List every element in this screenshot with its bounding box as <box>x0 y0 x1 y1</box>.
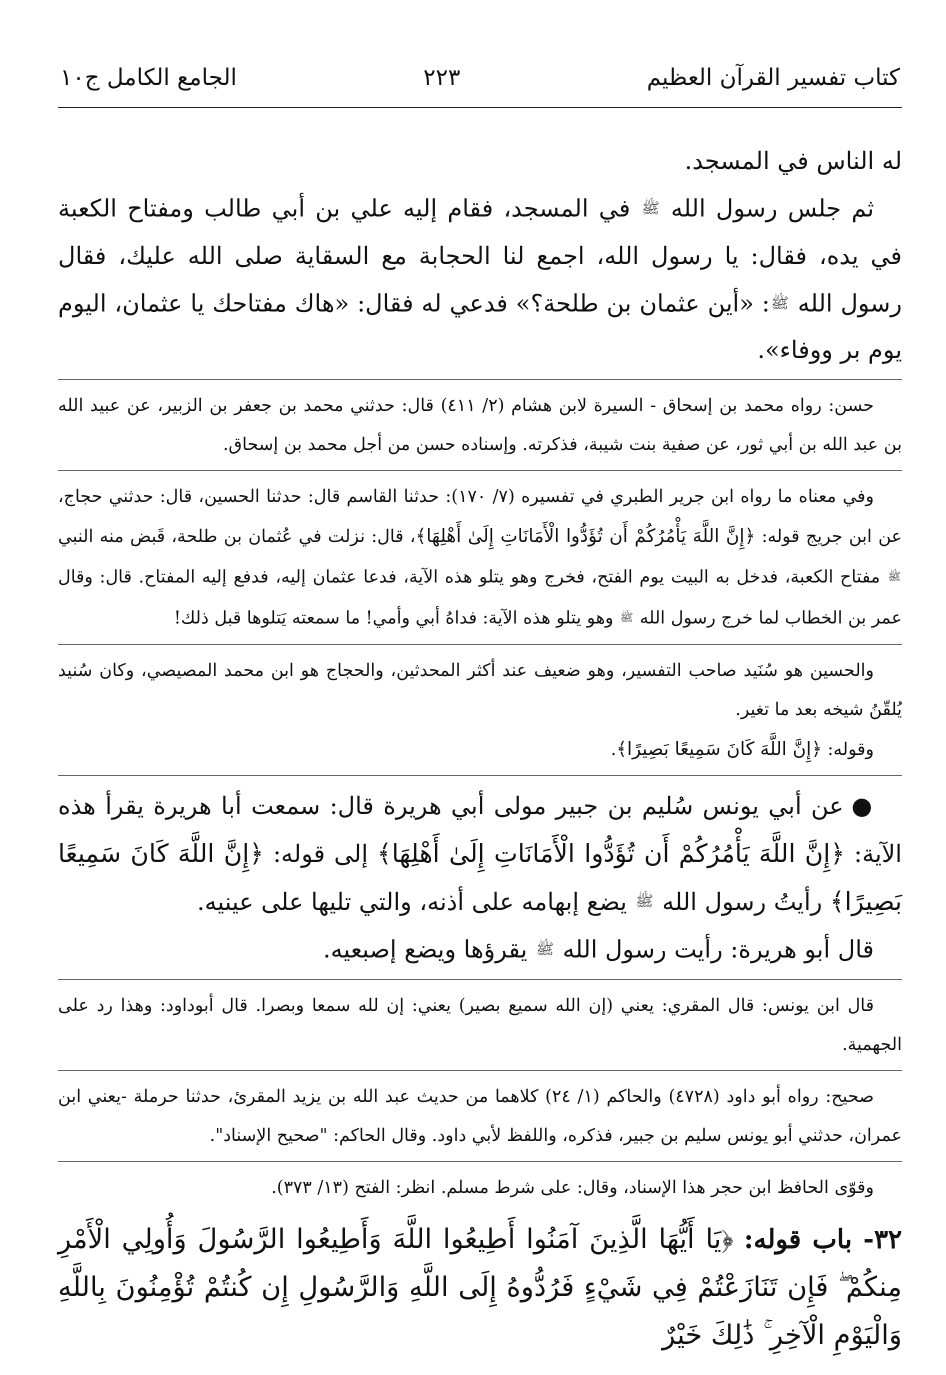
bullet-icon: ● <box>849 791 874 820</box>
takhrij-note-2 <box>58 1078 902 1156</box>
divider <box>58 470 902 471</box>
note-text: وقوله: <box>827 739 874 760</box>
note-text: وهو يتلو هذه الآية: فداهُ أبي وأمي! ما سمعته يَتلوها قبل ذلك! <box>173 608 614 629</box>
note-text: وقوّى الحافظ ابن حجر هذا الإسناد، وقال: على شرط مسلم. انظر: الفتح (١٣/ ٣٧٣). <box>271 1177 874 1198</box>
note-text: حسن: رواه محمد بن إسحاق - السيرة لابن هشام (٢/ ٤١١) قال: حدثني محمد بن جعفر بن الزبير، عن عبيد الله بن عبد الله بن أبي ثور، عن صفية بنت شيبة، فذكرته. وإسناده حسن من أجل محمد بن إسحاق. <box>58 396 902 456</box>
takhrij-note-1 <box>58 387 902 465</box>
note-text: ، قال: نزلت في عُثمان بن طلحة، قَبض منه النبي <box>58 527 416 548</box>
commentary-note <box>58 987 902 1065</box>
paragraph-text: عن أبي يونس سُليم بن جبير مولى أبي هريرة قال: سمعت أبا هريرة يقرأ هذه الآية: <box>58 791 902 868</box>
volume-label: الجامع الكامل ج١٠ <box>60 65 237 91</box>
running-header <box>60 58 900 98</box>
hadith-paragraph <box>58 783 902 926</box>
paragraph-text: في المسجد، فقام إليه علي بن أبي طالب ومفتاح الكعبة في يده، فقال: يا رسول الله، اجمع لنا الحجابة مع السقاية صلى الله عليك، فقال رسول الله <box>58 194 902 318</box>
quran-verse: ﴿إِنَّ اللَّهَ يَأْمُرُكُمْ أَن تُؤَدُّوا الْأَمَانَاتِ إِلَىٰ أَهْلِهَا﴾ <box>415 526 756 548</box>
divider <box>58 1070 902 1071</box>
main-paragraph-2 <box>58 185 902 374</box>
salawat-symbol: ﷺ <box>620 611 634 625</box>
salawat-symbol: ﷺ <box>641 199 660 217</box>
quran-verse: ﴿يَا أَيُّهَا الَّذِينَ آمَنُوا أَطِيعُوا اللَّهَ وَأَطِيعُوا الرَّسُولَ وَأُولِي الْأَمْرِ مِنكُمْ ۖ فَإِن تَنَازَعْتُمْ فِي شَيْءٍ فَرُدُّوهُ إِلَى اللَّهِ وَالرَّسُولِ إِن كُنتُمْ تُؤْمِنُونَ بِاللَّهِ وَالْيَوْمِ الْآخِرِ ۚ ذَٰلِكَ خَيْرٌ <box>58 1223 902 1351</box>
page-body <box>58 138 902 1360</box>
paragraph-text: إلى قوله: <box>272 839 369 868</box>
header-rule <box>58 107 902 108</box>
paragraph-text: ثم جلس رسول الله <box>670 194 875 223</box>
note-text: وفي معناه ما رواه ابن جرير الطبري في تفسيره (٧/ ١٧٠): حدثنا القاسم قال: حدثنا الحسين، قال: حدثني حجاج، عن ابن جريج قوله: <box>58 487 902 548</box>
note-text: صحيح: رواه أبو داود (٤٧٢٨) والحاكم (١/ ٢٤) كلاهما من حديث عبد الله بن يزيد المقرئ، حدثنا حرملة -يعني ابن عمران، حدثني أبو يونس سليم بن جبير، فذكره، واللفظ لأبي داود. وقال الحاكم: "صحيح الإسناد". <box>58 1086 902 1146</box>
narrator-note <box>58 652 902 730</box>
note-text: مفتاح الكعبة، فدخل به البيت يوم الفتح، فخرج وهو يتلو هذه الآية، فدعا عثمان إليه، فدفع إليه المفتاح. قال: وقال عمر بن الخطاب لما خرج رسول الله <box>58 568 902 629</box>
paragraph-text: يقرؤها ويضع إصبعيه. <box>322 935 528 964</box>
quran-verse: ﴿إِنَّ اللَّهَ كَانَ سَمِيعًا بَصِيرًا﴾ <box>58 838 902 916</box>
abu-hurayra-paragraph <box>58 926 902 974</box>
paragraph-text: رأيتُ رسول الله <box>662 887 823 916</box>
main-paragraph-1 <box>58 138 902 185</box>
note-text: قال ابن يونس: قال المقري: يعني (إن الله سميع بصير) يعني: إن لله سمعا وبصرا. قال أبوداود: وهذا رد على الجهمية. <box>58 995 902 1055</box>
quran-verse: ﴿إِنَّ اللَّهَ يَأْمُرُكُمْ أَن تُؤَدُّوا الْأَمَانَاتِ إِلَىٰ أَهْلِهَا﴾ <box>377 838 846 868</box>
page-number: ٢٢٣ <box>423 65 461 91</box>
paragraph-text: : «أين عثمان بن طلحة؟» فدعي له فقال: «هاك مفتاحك يا عثمان، اليوم يوم بر ووفاء». <box>58 289 902 365</box>
salawat-symbol: ﷺ <box>635 892 654 911</box>
verse-reference <box>58 730 902 770</box>
paragraph-text: له الناس في المسجد. <box>684 147 902 175</box>
divider <box>58 644 902 645</box>
salawat-symbol: ﷺ <box>887 570 901 584</box>
note-text: والحسين هو سُنَيد صاحب التفسير، وهو ضعيف عند أكثر المحدثين، والحجاج هو ابن محمد المصيصي، وكان سُنيد يُلقّنُ شيخه بعد ما تغير. <box>58 660 902 720</box>
divider <box>58 1161 902 1162</box>
chapter-heading <box>58 1216 902 1360</box>
divider <box>58 379 902 380</box>
note-text: . <box>610 739 617 760</box>
divider <box>58 775 902 776</box>
salawat-symbol: ﷺ <box>770 293 789 312</box>
quran-verse: ﴿إِنَّ اللَّهَ كَانَ سَمِيعًا بَصِيرًا﴾ <box>616 738 822 760</box>
grading-note <box>58 1169 902 1208</box>
paragraph-text: قال أبو هريرة: رأيت رسول الله <box>562 935 874 964</box>
paragraph-text: يضع إبهامه على أذنه، والتي تليها على عينيه. <box>196 887 627 916</box>
divider <box>58 979 902 980</box>
salawat-symbol: ﷺ <box>535 939 554 958</box>
chapter-title: ٣٢- باب قوله: <box>743 1224 902 1255</box>
book-title: كتاب تفسير القرآن العظيم <box>646 65 900 91</box>
tafsir-note <box>58 478 902 638</box>
